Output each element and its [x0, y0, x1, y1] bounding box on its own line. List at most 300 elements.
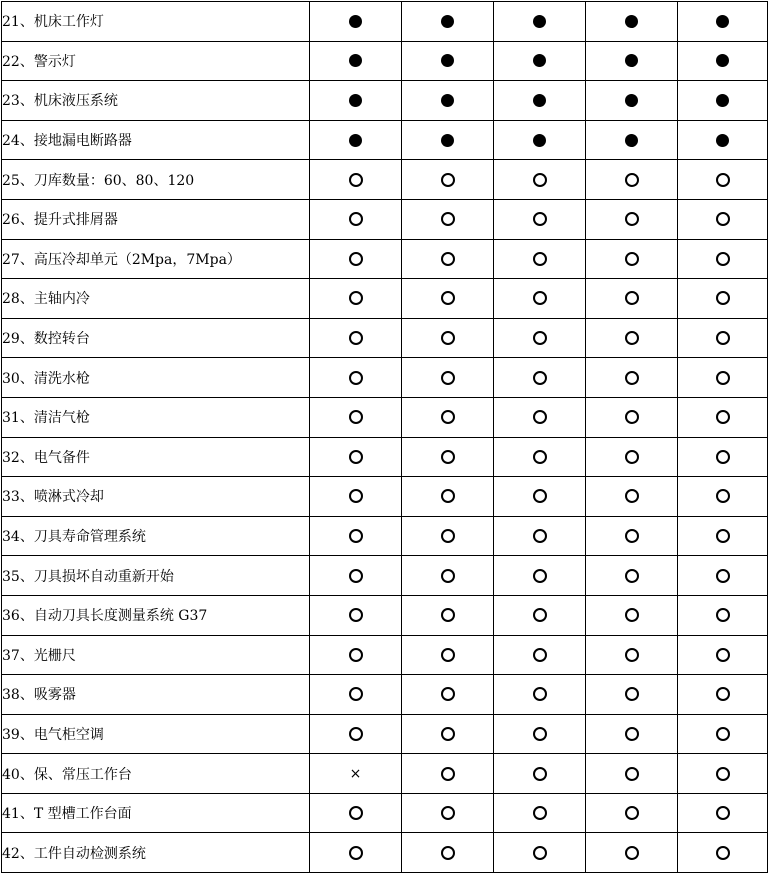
feature-label: 42、工件自动检测系统: [2, 833, 310, 873]
optional-ring-icon: [349, 529, 363, 543]
table-row: [2, 279, 768, 319]
standard-dot-icon: [441, 54, 454, 67]
mark-symbol-text: [363, 330, 364, 331]
availability-cell: [494, 793, 586, 833]
availability-cell: [678, 675, 768, 715]
table-row: [2, 516, 768, 556]
availability-cell: [586, 754, 678, 794]
mark-symbol-text: [639, 766, 640, 767]
optional-ring-icon: [441, 252, 455, 266]
availability-cell: [586, 477, 678, 517]
mark-symbol-text: [363, 647, 364, 648]
availability-cell: [494, 199, 586, 239]
optional-ring-icon: [625, 331, 639, 345]
availability-cell: [402, 437, 494, 477]
availability-cell: [494, 595, 586, 635]
feature-label: 38、吸雾器: [2, 675, 310, 715]
mark-symbol-text: [363, 607, 364, 608]
optional-ring-icon: [625, 371, 639, 385]
mark-symbol-text: [547, 449, 548, 450]
feature-label: 35、刀具损坏自动重新开始: [2, 556, 310, 596]
mark-symbol-text: [638, 53, 639, 54]
optional-ring-icon: [625, 212, 639, 226]
mark-symbol-text: [455, 330, 456, 331]
optional-ring-icon: [533, 687, 547, 701]
optional-ring-icon: [716, 806, 730, 820]
optional-ring-icon: [625, 608, 639, 622]
optional-ring-icon: [716, 173, 730, 187]
mark-symbol-text: [547, 845, 548, 846]
mark-symbol-text: [729, 92, 730, 93]
standard-dot-icon: [349, 94, 362, 107]
availability-cell: [678, 81, 768, 121]
availability-cell: [402, 239, 494, 279]
optional-ring-icon: [533, 806, 547, 820]
availability-cell: [310, 477, 402, 517]
feature-label: 23、机床液压系统: [2, 81, 310, 121]
availability-cell: [310, 754, 402, 794]
availability-cell: [678, 754, 768, 794]
feature-label: 30、清洗水枪: [2, 358, 310, 398]
mark-symbol-text: [455, 370, 456, 371]
mark-symbol-text: [639, 449, 640, 450]
mark-symbol-text: [362, 13, 363, 14]
mark-symbol-text: [455, 251, 456, 252]
availability-cell: [310, 2, 402, 42]
availability-cell: [402, 397, 494, 437]
availability-cell: [586, 635, 678, 675]
availability-cell: [402, 635, 494, 675]
optional-ring-icon: [533, 291, 547, 305]
standard-dot-icon: [716, 134, 729, 147]
availability-cell: [310, 199, 402, 239]
options-table-body: [2, 2, 768, 873]
feature-label: 41、T 型槽工作台面: [2, 793, 310, 833]
availability-cell: [402, 318, 494, 358]
availability-cell: [402, 279, 494, 319]
mark-symbol-text: [455, 211, 456, 212]
availability-cell: [678, 714, 768, 754]
table-row: [2, 437, 768, 477]
mark-symbol-text: [730, 211, 731, 212]
optional-ring-icon: [716, 371, 730, 385]
optional-ring-icon: [533, 212, 547, 226]
standard-dot-icon: [533, 15, 546, 28]
availability-cell: [310, 595, 402, 635]
availability-cell: [678, 556, 768, 596]
feature-label: 39、电气柜空调: [2, 714, 310, 754]
mark-symbol-text: [455, 805, 456, 806]
standard-dot-icon: [349, 134, 362, 147]
mark-symbol-text: [455, 528, 456, 529]
availability-cell: [586, 437, 678, 477]
optional-ring-icon: [625, 806, 639, 820]
optional-ring-icon: [349, 291, 363, 305]
mark-symbol-text: [455, 726, 456, 727]
optional-ring-icon: [441, 846, 455, 860]
availability-cell: [586, 239, 678, 279]
availability-cell: [678, 833, 768, 873]
mark-symbol-text: [455, 845, 456, 846]
mark-symbol-text: [639, 805, 640, 806]
mark-symbol-text: [362, 53, 363, 54]
availability-cell: [586, 358, 678, 398]
table-row: [2, 318, 768, 358]
table-row: [2, 714, 768, 754]
optional-ring-icon: [716, 252, 730, 266]
mark-symbol-text: [363, 370, 364, 371]
feature-label: 25、刀库数量：60、80、120: [2, 160, 310, 200]
optional-ring-icon: [625, 687, 639, 701]
optional-ring-icon: [441, 727, 455, 741]
availability-cell: [310, 120, 402, 160]
optional-ring-icon: [625, 569, 639, 583]
optional-ring-icon: [625, 727, 639, 741]
availability-cell: [586, 516, 678, 556]
availability-cell: [402, 516, 494, 556]
availability-cell: [494, 358, 586, 398]
table-row: [2, 397, 768, 437]
availability-cell: [402, 199, 494, 239]
availability-cell: [586, 81, 678, 121]
table-row: [2, 595, 768, 635]
availability-cell: [310, 516, 402, 556]
optional-ring-icon: [716, 450, 730, 464]
optional-ring-icon: [441, 410, 455, 424]
availability-cell: [494, 397, 586, 437]
standard-dot-icon: [349, 54, 362, 67]
mark-symbol-text: [547, 370, 548, 371]
optional-ring-icon: [533, 608, 547, 622]
mark-symbol-text: [547, 172, 548, 173]
mark-symbol-text: [362, 92, 363, 93]
availability-cell: [310, 318, 402, 358]
mark-symbol-text: [547, 488, 548, 489]
feature-label: 27、高压冷却单元（2Mpa，7Mpa）: [2, 239, 310, 279]
mark-symbol-text: [730, 686, 731, 687]
optional-ring-icon: [533, 648, 547, 662]
optional-ring-icon: [716, 212, 730, 226]
optional-ring-icon: [716, 608, 730, 622]
optional-ring-icon: [716, 687, 730, 701]
availability-cell: [678, 199, 768, 239]
optional-ring-icon: [441, 687, 455, 701]
optional-ring-icon: [441, 450, 455, 464]
mark-symbol-text: [730, 647, 731, 648]
optional-ring-icon: [349, 371, 363, 385]
mark-symbol-text: [730, 528, 731, 529]
availability-cell: [586, 160, 678, 200]
mark-symbol-text: [730, 488, 731, 489]
optional-ring-icon: [625, 846, 639, 860]
mark-symbol-text: [639, 845, 640, 846]
optional-ring-icon: [716, 331, 730, 345]
optional-ring-icon: [349, 569, 363, 583]
standard-dot-icon: [441, 134, 454, 147]
availability-cell: [678, 595, 768, 635]
optional-ring-icon: [625, 450, 639, 464]
optional-ring-icon: [625, 489, 639, 503]
optional-ring-icon: [441, 331, 455, 345]
mark-symbol-text: [363, 449, 364, 450]
optional-ring-icon: [533, 331, 547, 345]
optional-ring-icon: [441, 371, 455, 385]
availability-cell: [586, 279, 678, 319]
feature-label: 28、主轴内冷: [2, 279, 310, 319]
availability-cell: [402, 793, 494, 833]
mark-symbol-text: [454, 53, 455, 54]
availability-cell: [586, 2, 678, 42]
optional-ring-icon: [716, 648, 730, 662]
mark-symbol-text: [455, 488, 456, 489]
mark-symbol-text: [730, 172, 731, 173]
availability-cell: [402, 675, 494, 715]
mark-symbol-text: [730, 409, 731, 410]
mark-symbol-text: [547, 726, 548, 727]
mark-symbol-text: [639, 686, 640, 687]
availability-cell: [678, 793, 768, 833]
mark-symbol-text: [363, 290, 364, 291]
availability-cell: [402, 41, 494, 81]
optional-ring-icon: [349, 410, 363, 424]
availability-cell: [402, 556, 494, 596]
standard-dot-icon: [625, 54, 638, 67]
availability-cell: [310, 714, 402, 754]
optional-ring-icon: [533, 529, 547, 543]
mark-symbol-text: [547, 686, 548, 687]
mark-symbol-text: [639, 726, 640, 727]
optional-ring-icon: [716, 410, 730, 424]
feature-label: 33、喷淋式冷却: [2, 477, 310, 517]
mark-symbol-text: [547, 647, 548, 648]
availability-cell: [310, 397, 402, 437]
availability-cell: [402, 754, 494, 794]
availability-cell: [494, 556, 586, 596]
optional-ring-icon: [625, 173, 639, 187]
optional-ring-icon: [349, 846, 363, 860]
availability-cell: [494, 120, 586, 160]
feature-label: 29、数控转台: [2, 318, 310, 358]
optional-ring-icon: [625, 252, 639, 266]
availability-cell: [402, 120, 494, 160]
table-row: [2, 754, 768, 794]
availability-cell: [494, 635, 586, 675]
mark-symbol-text: [730, 805, 731, 806]
standard-dot-icon: [716, 15, 729, 28]
mark-symbol-text: [729, 53, 730, 54]
mark-symbol-text: [547, 211, 548, 212]
optional-ring-icon: [625, 410, 639, 424]
mark-symbol-text: [454, 92, 455, 93]
availability-cell: [494, 239, 586, 279]
optional-ring-icon: [533, 450, 547, 464]
mark-symbol-text: [639, 211, 640, 212]
optional-ring-icon: [349, 687, 363, 701]
optional-ring-icon: [441, 806, 455, 820]
availability-cell: [678, 279, 768, 319]
availability-cell: [310, 358, 402, 398]
table-row: [2, 160, 768, 200]
availability-cell: [494, 675, 586, 715]
mark-symbol-text: [547, 766, 548, 767]
mark-symbol-text: [547, 251, 548, 252]
optional-ring-icon: [716, 846, 730, 860]
mark-symbol-text: [639, 409, 640, 410]
optional-ring-icon: [716, 569, 730, 583]
table-row: [2, 635, 768, 675]
availability-cell: [310, 793, 402, 833]
mark-symbol-text: [363, 528, 364, 529]
availability-cell: [678, 120, 768, 160]
availability-cell: [310, 556, 402, 596]
standard-dot-icon: [625, 134, 638, 147]
optional-ring-icon: [441, 569, 455, 583]
optional-ring-icon: [716, 291, 730, 305]
feature-label: 21、机床工作灯: [2, 2, 310, 42]
table-row: [2, 477, 768, 517]
mark-symbol-text: [638, 132, 639, 133]
availability-cell: [586, 714, 678, 754]
mark-symbol-text: [730, 290, 731, 291]
optional-ring-icon: [441, 608, 455, 622]
standard-dot-icon: [716, 54, 729, 67]
optional-ring-icon: [349, 450, 363, 464]
mark-symbol-text: [639, 607, 640, 608]
optional-ring-icon: [349, 648, 363, 662]
table-row: [2, 2, 768, 42]
availability-cell: [310, 437, 402, 477]
availability-cell: [494, 2, 586, 42]
availability-cell: [494, 160, 586, 200]
availability-cell: [586, 833, 678, 873]
availability-cell: [678, 160, 768, 200]
availability-cell: [310, 239, 402, 279]
standard-dot-icon: [716, 94, 729, 107]
mark-symbol-text: [363, 172, 364, 173]
availability-cell: [586, 199, 678, 239]
mark-symbol-text: [639, 172, 640, 173]
mark-symbol-text: [547, 568, 548, 569]
availability-cell: [310, 833, 402, 873]
feature-label: 22、警示灯: [2, 41, 310, 81]
availability-cell: [678, 516, 768, 556]
optional-ring-icon: [533, 846, 547, 860]
mark-symbol-text: [546, 13, 547, 14]
optional-ring-icon: [441, 489, 455, 503]
mark-symbol-text: [455, 647, 456, 648]
availability-cell: [402, 595, 494, 635]
availability-cell: [678, 477, 768, 517]
availability-cell: [678, 397, 768, 437]
feature-label: 31、清洁气枪: [2, 397, 310, 437]
availability-cell: [402, 714, 494, 754]
mark-symbol-text: [547, 290, 548, 291]
mark-symbol-text: [454, 13, 455, 14]
table-row: [2, 358, 768, 398]
mark-symbol-text: [547, 607, 548, 608]
optional-ring-icon: [349, 608, 363, 622]
availability-cell: [494, 754, 586, 794]
optional-ring-icon: [625, 291, 639, 305]
optional-ring-icon: [349, 212, 363, 226]
availability-cell: [678, 358, 768, 398]
standard-dot-icon: [625, 94, 638, 107]
mark-symbol-text: [363, 568, 364, 569]
mark-symbol-text: [730, 330, 731, 331]
mark-symbol-text: [455, 409, 456, 410]
mark-symbol-text: [455, 172, 456, 173]
availability-cell: [678, 635, 768, 675]
optional-ring-icon: [441, 173, 455, 187]
mark-symbol-text: [547, 528, 548, 529]
mark-symbol-text: [547, 330, 548, 331]
table-row: [2, 833, 768, 873]
feature-label: 32、电气备件: [2, 437, 310, 477]
optional-ring-icon: [716, 529, 730, 543]
availability-cell: [310, 675, 402, 715]
availability-cell: [586, 41, 678, 81]
optional-ring-icon: [533, 173, 547, 187]
availability-cell: [402, 833, 494, 873]
availability-cell: [586, 397, 678, 437]
mark-symbol-text: [363, 488, 364, 489]
availability-cell: [310, 41, 402, 81]
standard-dot-icon: [349, 15, 362, 28]
feature-label: 24、接地漏电断路器: [2, 120, 310, 160]
availability-cell: [402, 358, 494, 398]
optional-ring-icon: [533, 727, 547, 741]
availability-cell: [494, 318, 586, 358]
unavailable-cross-icon: ×: [349, 765, 362, 782]
availability-cell: [586, 793, 678, 833]
standard-dot-icon: [441, 94, 454, 107]
availability-cell: [402, 2, 494, 42]
availability-cell: [586, 318, 678, 358]
feature-label: 37、光栅尺: [2, 635, 310, 675]
table-row: [2, 41, 768, 81]
table-row: [2, 199, 768, 239]
availability-cell: [678, 2, 768, 42]
mark-symbol-text: [729, 132, 730, 133]
mark-symbol-text: [362, 132, 363, 133]
availability-cell: [310, 81, 402, 121]
table-row: [2, 81, 768, 121]
availability-cell: [586, 120, 678, 160]
mark-symbol-text: [639, 330, 640, 331]
mark-symbol-text: [730, 370, 731, 371]
availability-cell: [494, 81, 586, 121]
optional-ring-icon: [349, 173, 363, 187]
mark-symbol-text: [546, 132, 547, 133]
availability-cell: [494, 477, 586, 517]
optional-ring-icon: [349, 331, 363, 345]
optional-ring-icon: [441, 291, 455, 305]
mark-symbol-text: [455, 449, 456, 450]
table-row: [2, 120, 768, 160]
optional-ring-icon: [441, 529, 455, 543]
mark-symbol-text: [639, 488, 640, 489]
mark-symbol-text: [363, 409, 364, 410]
mark-symbol-text: [454, 132, 455, 133]
mark-symbol-text: [730, 607, 731, 608]
standard-dot-icon: [441, 15, 454, 28]
availability-cell: [402, 477, 494, 517]
optional-ring-icon: [533, 410, 547, 424]
mark-symbol-text: [547, 409, 548, 410]
mark-symbol-text: [639, 568, 640, 569]
optional-ring-icon: [625, 529, 639, 543]
optional-ring-icon: [441, 212, 455, 226]
